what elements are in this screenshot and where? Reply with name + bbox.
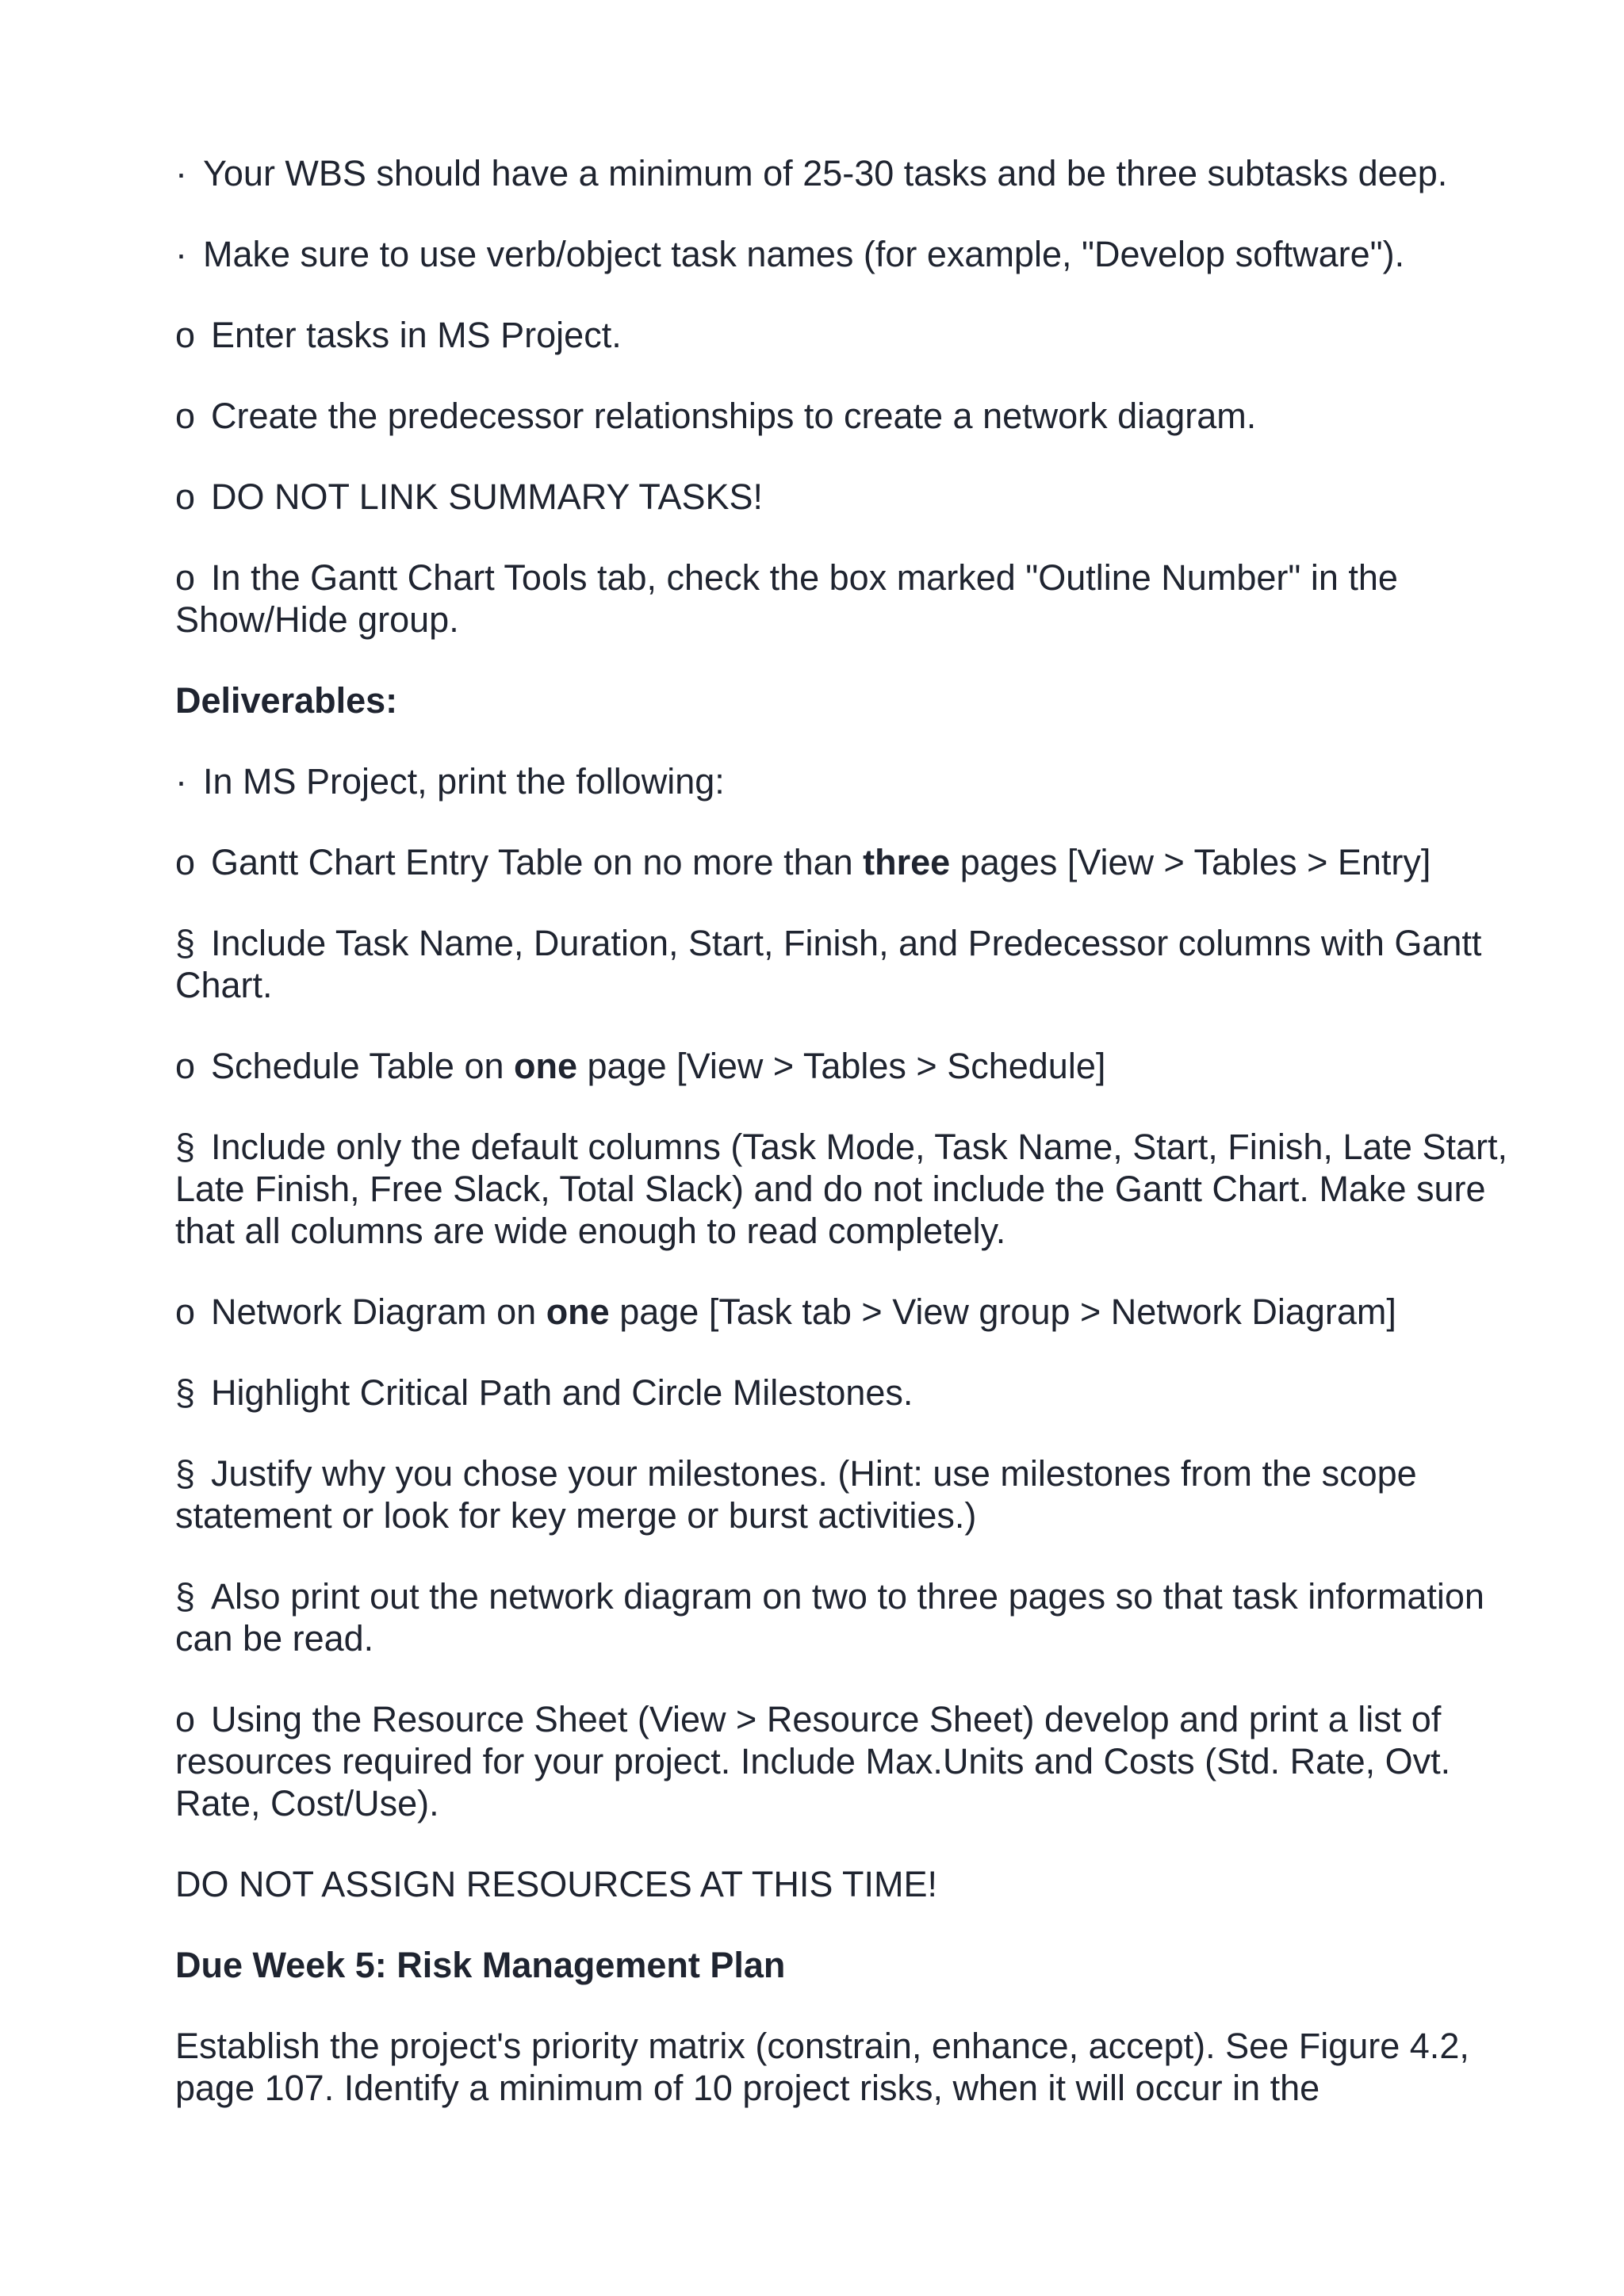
section-heading (175, 679, 1539, 721)
bold-text: one (546, 1292, 610, 1332)
document-paragraph (175, 557, 1539, 641)
bold-text: Deliverables: (175, 680, 398, 721)
list-marker: o (175, 476, 196, 517)
list-marker: § (175, 1127, 196, 1167)
list-marker: § (175, 1372, 196, 1413)
document-paragraph (175, 1575, 1539, 1659)
document-paragraph (175, 233, 1539, 275)
paragraph-text: DO NOT ASSIGN RESOURCES AT THIS TIME! (175, 1864, 938, 1904)
paragraph-text: Your WBS should have a minimum of 25-30 tasks and be three subtasks deep. (203, 153, 1448, 193)
document-paragraph (175, 2025, 1539, 2109)
paragraph-text: Establish the project's priority matrix (constrain, enhance, accept). See Figure 4.2, page 107. Identify a minimum of 10 project risks, when it will occur in the (175, 2026, 1469, 2108)
list-marker: o (175, 557, 196, 598)
document-paragraph (175, 1452, 1539, 1536)
paragraph-text: Enter tasks in MS Project. (211, 315, 622, 355)
document-paragraph (175, 841, 1539, 883)
paragraph-text: page [Task tab > View group > Network Diagram] (609, 1292, 1396, 1332)
paragraph-text: In MS Project, print the following: (203, 761, 725, 802)
list-marker: o (175, 315, 196, 355)
paragraph-text: Highlight Critical Path and Circle Milestones. (211, 1372, 914, 1413)
document-paragraph (175, 395, 1539, 437)
list-marker: o (175, 396, 196, 436)
paragraph-text: Network Diagram on (211, 1292, 546, 1332)
list-marker: § (175, 1453, 196, 1494)
paragraph-text: Schedule Table on (211, 1046, 515, 1086)
list-marker: · (175, 761, 187, 802)
document-paragraph (175, 152, 1539, 194)
paragraph-text: Include Task Name, Duration, Start, Finish, and Predecessor columns with Gantt Chart. (175, 923, 1482, 1005)
list-marker: · (175, 153, 187, 193)
document-paragraph (175, 922, 1539, 1006)
document-paragraph (175, 1698, 1539, 1824)
bold-text: one (514, 1046, 578, 1086)
paragraph-text: Create the predecessor relationships to create a network diagram. (211, 396, 1257, 436)
document-paragraph (175, 314, 1539, 356)
paragraph-text: Justify why you chose your milestones. (Hint: use milestones from the scope statement or look for key merge or burst activities.) (175, 1453, 1417, 1536)
bold-text: three (863, 842, 951, 882)
list-marker: § (175, 1576, 196, 1617)
list-marker: o (175, 1699, 196, 1739)
paragraph-text: Include only the default columns (Task Mode, Task Name, Start, Finish, Late Start, Late Finish, Free Slack, Total Slack) and do not include the Gantt Chart. Make sure that all columns are wide enough to read completely. (175, 1127, 1507, 1251)
list-marker: o (175, 842, 196, 882)
paragraph-text: Make sure to use verb/object task names (for example, "Develop software"). (203, 234, 1405, 274)
document-paragraph (175, 1372, 1539, 1414)
paragraph-text: Also print out the network diagram on two to three pages so that task information can be read. (175, 1576, 1484, 1659)
paragraph-text: page [View > Tables > Schedule] (577, 1046, 1106, 1086)
paragraph-text: Using the Resource Sheet (View > Resource Sheet) develop and print a list of resources required for your project. Include Max.Units and Costs (Std. Rate, Ovt. Rate, Cost/Use). (175, 1699, 1451, 1823)
list-marker: o (175, 1292, 196, 1332)
section-heading (175, 1944, 1539, 1986)
document-paragraph (175, 1291, 1539, 1333)
document-paragraph (175, 760, 1539, 802)
paragraph-text: DO NOT LINK SUMMARY TASKS! (211, 476, 764, 517)
document-paragraph (175, 476, 1539, 518)
paragraph-text: pages [View > Tables > Entry] (950, 842, 1431, 882)
paragraph-text: In the Gantt Chart Tools tab, check the box marked "Outline Number" in the Show/Hide group. (175, 557, 1398, 640)
list-marker: · (175, 234, 187, 274)
document-paragraph (175, 1045, 1539, 1087)
document-paragraph (175, 1863, 1539, 1905)
list-marker: § (175, 923, 196, 963)
document-paragraph (175, 1126, 1539, 1252)
bold-text: Due Week 5: Risk Management Plan (175, 1945, 786, 1985)
document-body (175, 152, 1539, 2148)
list-marker: o (175, 1046, 196, 1086)
paragraph-text: Gantt Chart Entry Table on no more than (211, 842, 864, 882)
